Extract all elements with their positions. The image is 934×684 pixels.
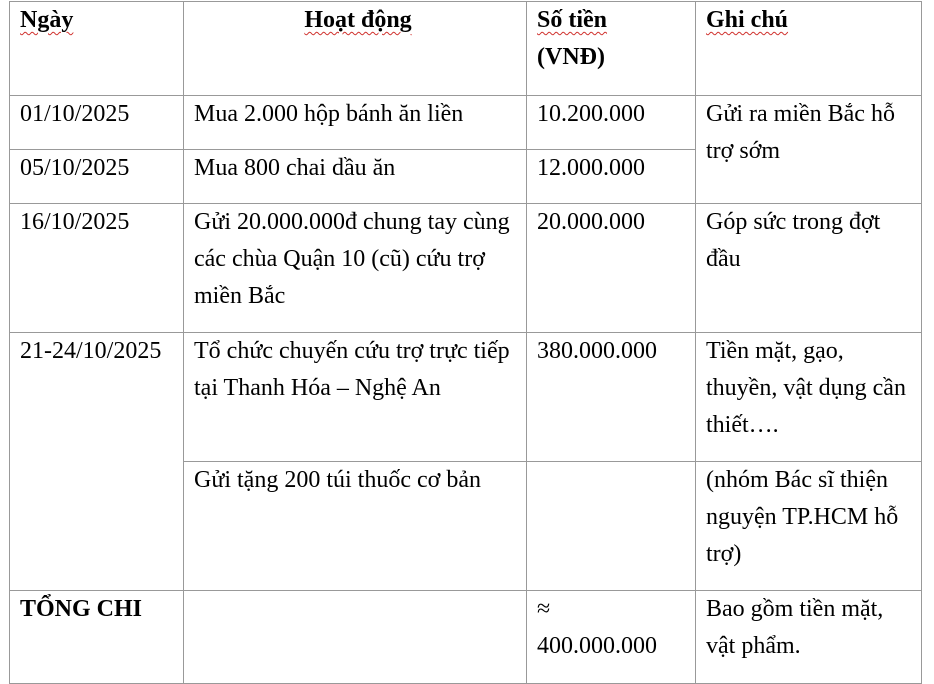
cell-amount: 380.000.000 — [527, 333, 696, 462]
cell-date: 05/10/2025 — [10, 150, 184, 204]
header-amount-line2: (VNĐ) — [537, 44, 605, 70]
total-amount-value: 400.000.000 — [537, 633, 657, 659]
table-row — [10, 333, 922, 462]
total-note: Bao gồm tiền mặt, vật phẩm. — [696, 591, 922, 684]
header-activity-text: Hoạt động — [304, 7, 412, 33]
header-date-text: Ngày — [20, 7, 74, 33]
cell-note: (nhóm Bác sĩ thiện nguyện TP.HCM hỗ trợ) — [696, 462, 922, 591]
header-note — [696, 2, 922, 96]
cell-note: Góp sức trong đợt đầu — [696, 204, 922, 333]
cell-amount: 12.000.000 — [527, 150, 696, 204]
cell-activity: Tổ chức chuyến cứu trợ trực tiếp tại Thanh Hóa – Nghệ An — [184, 333, 527, 462]
header-amount-line1: Số tiền — [537, 7, 608, 33]
cell-note-merged: Gửi ra miền Bắc hỗ trợ sớm — [696, 96, 922, 204]
header-note-text: Ghi chú — [706, 7, 789, 33]
total-activity — [184, 591, 527, 684]
table-total-row — [10, 591, 922, 684]
cell-date: 16/10/2025 — [10, 204, 184, 333]
cell-note: Tiền mặt, gạo, thuyền, vật dụng cần thiết…. — [696, 333, 922, 462]
cell-activity: Gửi tặng 200 túi thuốc cơ bản — [184, 462, 527, 591]
header-amount — [527, 2, 696, 96]
cell-amount: 20.000.000 — [527, 204, 696, 333]
total-amount-approx: ≈ — [537, 596, 551, 622]
total-label: TỔNG CHI — [10, 591, 184, 684]
total-amount — [527, 591, 696, 684]
cell-activity: Mua 800 chai dầu ăn — [184, 150, 527, 204]
header-date — [10, 2, 184, 96]
cell-activity: Mua 2.000 hộp bánh ăn liền — [184, 96, 527, 150]
table-row — [10, 96, 922, 150]
cell-amount: 10.200.000 — [527, 96, 696, 150]
cell-amount — [527, 462, 696, 591]
header-activity — [184, 2, 527, 96]
table-row — [10, 204, 922, 333]
cell-activity: Gửi 20.000.000đ chung tay cùng các chùa Quận 10 (cũ) cứu trợ miền Bắc — [184, 204, 527, 333]
table-header-row — [10, 2, 922, 96]
cell-date-merged: 21-24/10/2025 — [10, 333, 184, 591]
expense-table — [9, 1, 922, 684]
cell-date: 01/10/2025 — [10, 96, 184, 150]
